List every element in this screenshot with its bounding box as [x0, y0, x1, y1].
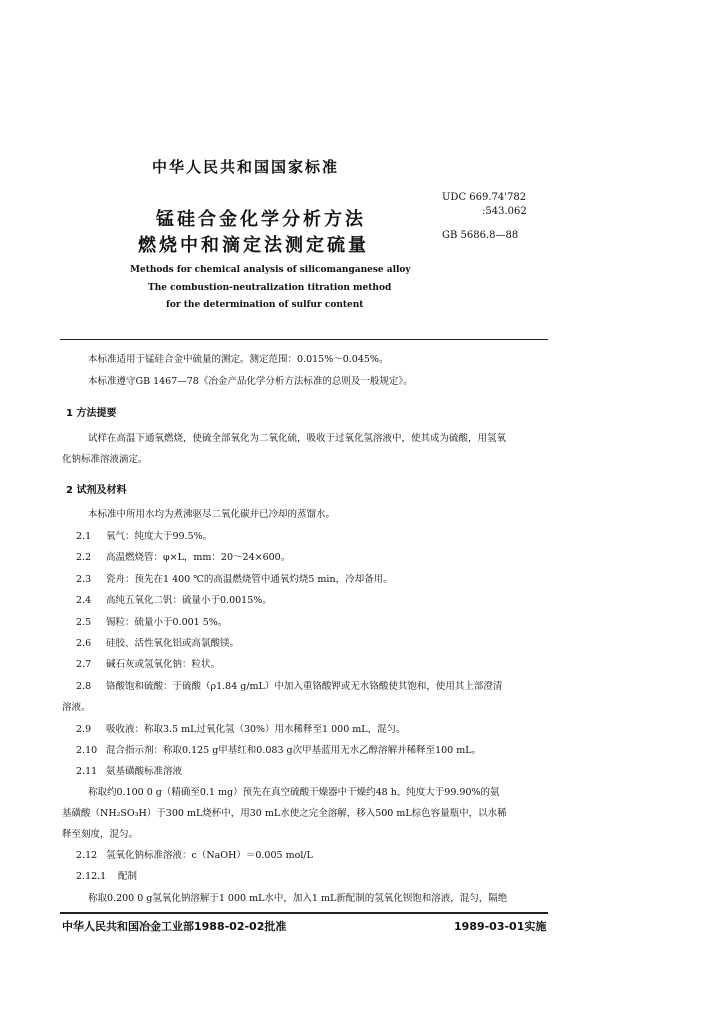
- list-item: [76, 551, 290, 564]
- item-text: 混合指示剂：称取0.125 g甲基红和0.083 g次甲基蓝用无水乙醇溶解并稀释至100 mL。: [106, 745, 482, 756]
- list-item: [76, 637, 239, 650]
- item-text: 吸收液：称取3.5 mL过氧化氢（30%）用水稀释至1 000 mL，混匀。: [106, 724, 406, 735]
- item-number: 2.5: [76, 617, 92, 628]
- item-2-11-line2: 基磺酸（NH₂SO₃H）于300 mL烧杯中，用30 mL水使之完全溶解，移入500 mL棕色容量瓶中，以水稀: [62, 808, 507, 819]
- item-number: 2.12.1: [76, 871, 107, 882]
- item-text: 氧气：纯度大于99.5%。: [106, 531, 213, 542]
- item-2-8-line2: 溶液。: [62, 702, 91, 713]
- item-number: 2.9: [76, 724, 92, 735]
- section1-text-line1: 试样在高温下通氧燃烧，使硫全部氧化为二氧化硫，吸收于过氧化氢溶液中，使其成为硫酸，用氢氧: [88, 433, 507, 444]
- item-number: 2.3: [76, 574, 92, 585]
- english-title-line3: for the determination of sulfur content: [166, 300, 364, 310]
- item-text: 硅胶、活性氧化铝或高氯酸镁。: [106, 638, 240, 649]
- item-number: 2.1: [76, 531, 92, 542]
- intro-scope: 本标准适用于锰硅合金中硫量的测定。测定范围：0.015%～0.045%。: [88, 354, 389, 365]
- item-text: 瓷舟：预先在1 400 ℃的高温燃烧管中通氧灼烧5 min，冷却备用。: [106, 574, 393, 585]
- item-2-11-line1: 称取约0.100 0 g（精确至0.1 mg）预先在真空硫酸干燥器中干燥约48 h、纯度大于99.90%的氨: [88, 787, 500, 798]
- item-text: 锡粒：硫量小于0.001 5%。: [106, 617, 228, 628]
- item-number: 2.6: [76, 638, 92, 649]
- item-2-11-line3: 释至刻度，混匀。: [62, 829, 139, 840]
- footer-divider: [60, 912, 548, 914]
- item-number: 2.2: [76, 552, 92, 563]
- udc-code-line2: :543.062: [482, 206, 527, 217]
- item-2-8-line1: [76, 680, 502, 693]
- gb-standard-number: GB 5686.8—88: [442, 230, 519, 241]
- english-title-line1: Methods for chemical analysis of silicomanganese alloy: [130, 265, 411, 275]
- item-text: 氨基磺酸标准溶液: [106, 766, 183, 777]
- item-2-12-1-line1: 称取0.200 0 g氢氧化钠溶解于1 000 mL水中，加入1 mL新配制的氢氧化钡饱和溶液，混匀，隔绝: [88, 893, 508, 904]
- list-item: [76, 594, 272, 607]
- implementation-date: 1989-03-01实施: [454, 920, 547, 933]
- item-text: 配制: [118, 871, 138, 882]
- item-number: 2.12: [76, 850, 98, 861]
- item-text: 氢氧化钠标准溶液：c（NaOH）＝0.005 mol/L: [106, 850, 313, 861]
- item-2-11-heading: [76, 765, 182, 778]
- list-item: [76, 658, 220, 671]
- list-item: [76, 616, 227, 629]
- item-number: 2.11: [76, 766, 98, 777]
- item-text: 高纯五氧化二钒：硫量小于0.0015%。: [106, 595, 272, 606]
- list-item: [76, 573, 393, 586]
- item-number: 2.4: [76, 595, 92, 606]
- item-2-10: [76, 744, 481, 757]
- item-2-12-1-heading: [76, 870, 137, 883]
- section1-heading: 1 方法提要: [66, 408, 117, 419]
- document-title-line2: 燃烧中和滴定法测定硫量: [138, 235, 369, 256]
- item-2-9: [76, 723, 406, 736]
- item-text: 铬酸饱和硫酸：于硫酸（ρ1.84 g/mL）中加入重铬酸钾或无水铬酸使其饱和，使用其上部澄清: [106, 681, 503, 692]
- item-number: 2.7: [76, 659, 92, 670]
- udc-code-line1: UDC 669.74'782: [442, 192, 527, 203]
- list-item: [76, 530, 212, 543]
- section2-heading: 2 试剂及材料: [66, 485, 127, 496]
- item-number: 2.8: [76, 681, 92, 692]
- item-number: 2.10: [76, 745, 98, 756]
- document-title-line1: 锰硅合金化学分析方法: [156, 209, 366, 230]
- item-text: 高温燃烧管：φ×L，mm：20～24×600。: [106, 552, 291, 563]
- approval-date: 中华人民共和国冶金工业部1988-02-02批准: [62, 920, 287, 933]
- english-title-line2: The combustion-neutralization titration method: [148, 283, 392, 293]
- item-2-12: [76, 849, 313, 862]
- section2-intro: 本标准中所用水均为煮沸驱尽二氧化碳并已冷却的蒸馏水。: [88, 509, 336, 520]
- standard-name: 中华人民共和国国家标准: [152, 158, 340, 176]
- intro-compliance: 本标准遵守GB 1467—78《冶金产品化学分析方法标准的总则及一般规定》。: [88, 376, 413, 387]
- section1-text-line2: 化钠标准溶液滴定。: [62, 454, 148, 465]
- header-divider: [60, 339, 548, 340]
- item-text: 碱石灰或氢氧化钠：粒状。: [106, 659, 221, 670]
